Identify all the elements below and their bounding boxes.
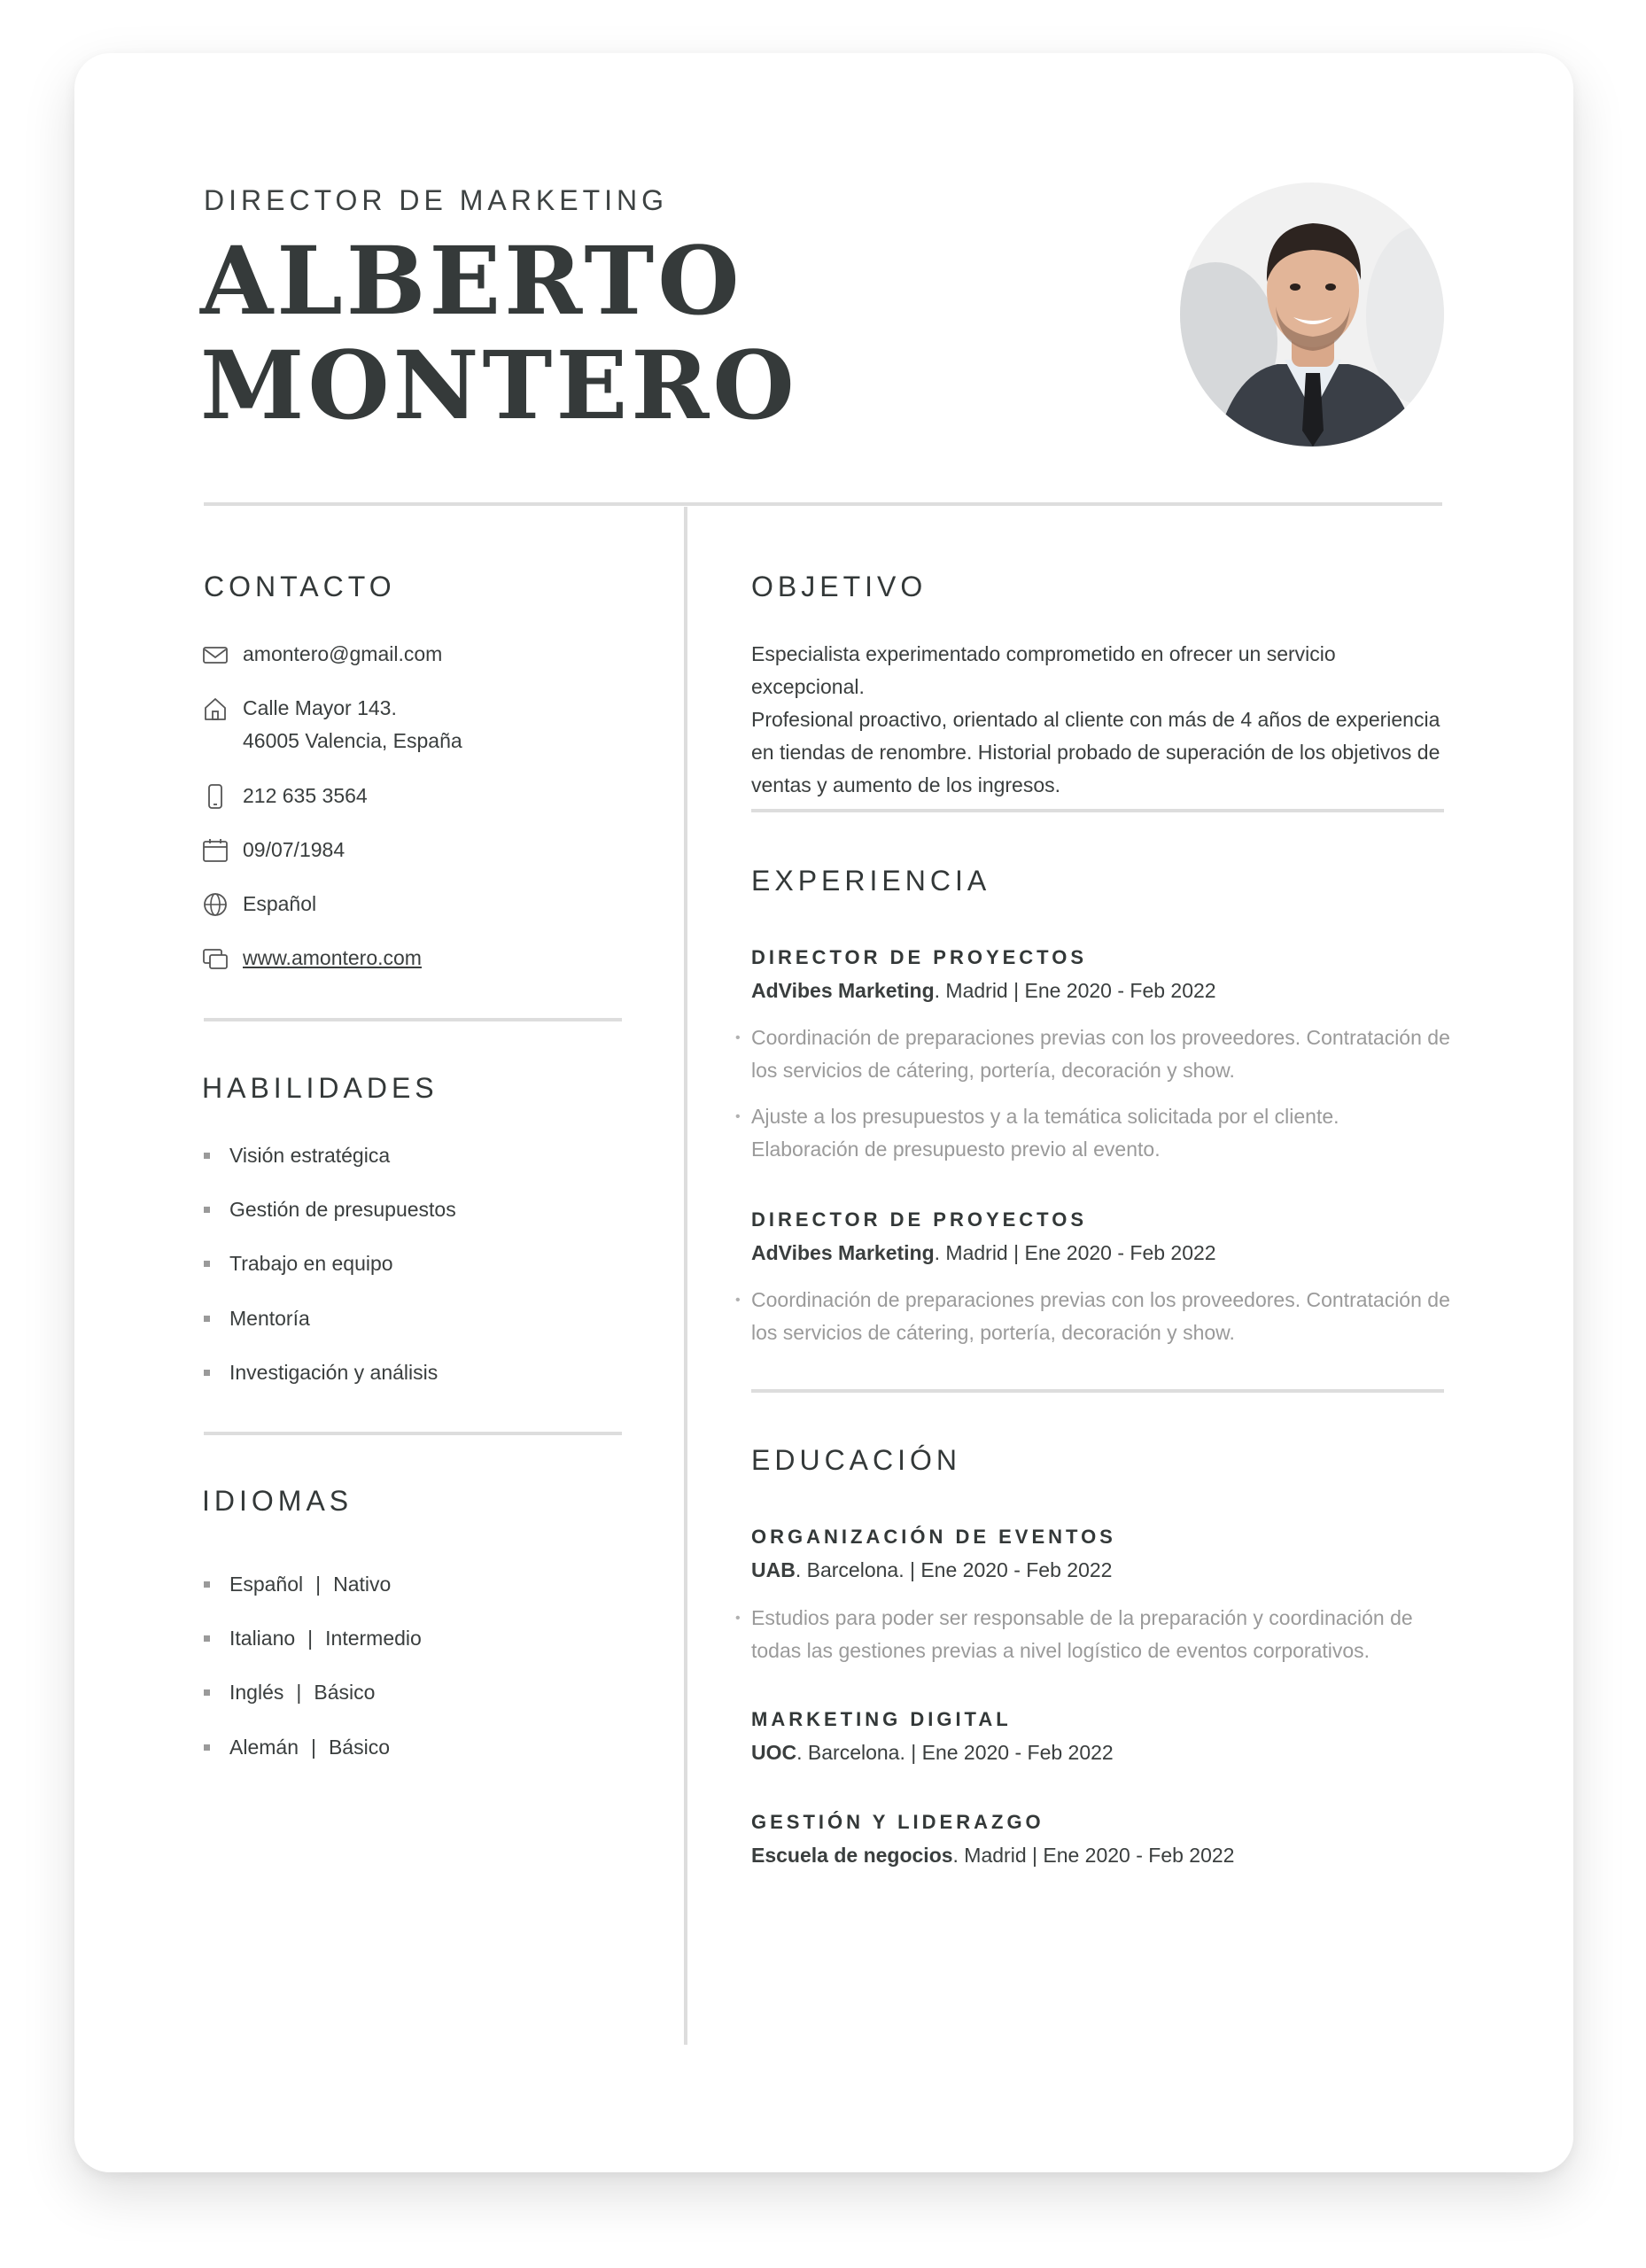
education-meta — [751, 1741, 1114, 1765]
education-school: UOC — [751, 1741, 797, 1764]
skill-label: Gestión de presupuestos — [229, 1198, 456, 1222]
separator: | — [307, 1627, 314, 1651]
birthdate-value: 09/07/1984 — [243, 838, 346, 861]
job-role: DIRECTOR DE MARKETING — [204, 184, 668, 216]
skill-label: Trabajo en equipo — [229, 1252, 393, 1276]
education-title-item: ORGANIZACIÓN DE EVENTOS — [751, 1526, 1116, 1548]
skills-list — [202, 1129, 456, 1400]
language-level: Básico — [328, 1735, 391, 1759]
language-item — [202, 1612, 422, 1666]
skills-divider — [204, 1432, 622, 1435]
job-bullet-line: los servicios de cátering, portería, decoración y show. — [751, 1321, 1235, 1344]
education-title-item: MARKETING DIGITAL — [751, 1708, 1012, 1730]
job-location-dates: . Madrid | Ene 2020 - Feb 2022 — [934, 979, 1216, 1002]
contact-phone — [202, 780, 368, 812]
objective-line: ventas y aumento de los ingresos. — [751, 773, 1061, 796]
job-company: AdVibes Marketing — [751, 979, 935, 1002]
first-name: ALBERTO — [200, 225, 743, 336]
last-name: MONTERO — [200, 330, 798, 440]
objective-line: Especialista experimentado comprometido en ofrecer un servicio excepcional. — [751, 642, 1336, 698]
bullet-square — [204, 1744, 210, 1751]
browser-icon — [202, 942, 230, 975]
bullet-square — [204, 1153, 210, 1159]
calendar-icon — [202, 834, 230, 866]
education-bullet — [735, 1602, 1462, 1667]
job-bullet — [735, 1100, 1462, 1166]
skill-item — [202, 1292, 456, 1346]
home-icon — [202, 692, 230, 725]
bullet-dot: • — [735, 1293, 741, 1308]
language-name: Italiano — [229, 1627, 296, 1651]
experience-divider — [751, 1389, 1444, 1393]
contact-email — [202, 638, 442, 671]
education-location-dates: . Barcelona. | Ene 2020 - Feb 2022 — [796, 1741, 1114, 1764]
skill-label: Investigación y análisis — [229, 1360, 439, 1384]
globe-icon — [202, 888, 230, 920]
skill-label: Mentoría — [229, 1306, 310, 1330]
language-name: Español — [229, 1573, 304, 1596]
job-title: DIRECTOR DE PROYECTOS — [751, 946, 1088, 968]
bullet-square — [204, 1689, 210, 1696]
bullet-square — [204, 1316, 210, 1322]
education-location-dates: . Barcelona. | Ene 2020 - Feb 2022 — [795, 1558, 1113, 1581]
language-level: Intermedio — [325, 1627, 422, 1651]
phone-value: 212 635 3564 — [243, 784, 368, 807]
address-line-1: Calle Mayor 143. — [243, 696, 397, 719]
address-value — [243, 692, 462, 757]
job-bullet — [735, 1021, 1462, 1087]
languages-title: IDIOMAS — [202, 1485, 353, 1517]
job-bullet-line: Elaboración de presupuesto previo al evento. — [751, 1138, 1161, 1161]
language-name: Alemán — [229, 1735, 299, 1759]
job-location-dates: . Madrid | Ene 2020 - Feb 2022 — [934, 1241, 1216, 1264]
objective-divider — [751, 809, 1444, 812]
column-divider — [684, 507, 687, 2045]
objective-text — [751, 638, 1451, 802]
languages-list — [202, 1557, 422, 1775]
education-meta — [751, 1558, 1112, 1582]
separator: | — [315, 1573, 322, 1596]
job-meta — [751, 1241, 1216, 1265]
language-value: Español — [243, 892, 317, 915]
education-bullet-line: todas las gestiones previas a nivel logístico de eventos corporativos. — [751, 1639, 1370, 1662]
objective-line: en tiendas de renombre. Historial probado de superación de los objetivos de — [751, 741, 1440, 764]
job-company: AdVibes Marketing — [751, 1241, 935, 1264]
education-title: EDUCACIÓN — [751, 1444, 962, 1476]
job-title: DIRECTOR DE PROYECTOS — [751, 1208, 1088, 1231]
contact-language — [202, 888, 316, 920]
contact-birthdate — [202, 834, 345, 866]
education-meta — [751, 1844, 1234, 1868]
bullet-square — [204, 1261, 210, 1267]
header-divider — [204, 502, 1442, 506]
job-bullet-line: los servicios de cátering, portería, decoración y show. — [751, 1059, 1235, 1082]
phone-icon — [202, 780, 230, 812]
bullet-square — [204, 1370, 210, 1376]
language-item — [202, 1557, 422, 1612]
contact-address — [202, 692, 462, 757]
bullet-dot: • — [735, 1030, 741, 1045]
separator: | — [296, 1681, 302, 1705]
language-item — [202, 1720, 422, 1775]
job-bullet-line: Coordinación de preparaciones previas con los proveedores. Contratación de — [751, 1026, 1450, 1049]
language-item — [202, 1666, 422, 1720]
separator: | — [310, 1735, 316, 1759]
profile-photo-illustration — [1180, 183, 1444, 447]
language-level: Básico — [314, 1681, 376, 1705]
skill-item — [202, 1346, 456, 1400]
website-link[interactable]: www.amontero.com — [243, 946, 422, 969]
contact-divider — [204, 1018, 622, 1021]
education-title-item: GESTIÓN Y LIDERAZGO — [751, 1811, 1044, 1833]
bullet-square — [204, 1207, 210, 1213]
objective-title: OBJETIVO — [751, 571, 928, 602]
job-bullet-line: Ajuste a los presupuestos y a la temática solicitada por el cliente. — [751, 1105, 1339, 1128]
address-line-2: 46005 Valencia, España — [243, 729, 462, 752]
bullet-dot: • — [735, 1109, 741, 1124]
job-bullet-line: Coordinación de preparaciones previas con los proveedores. Contratación de — [751, 1288, 1450, 1311]
skill-item — [202, 1183, 456, 1237]
bullet-dot: • — [735, 1611, 741, 1626]
education-location-dates: . Madrid | Ene 2020 - Feb 2022 — [952, 1844, 1235, 1867]
language-name: Inglés — [229, 1681, 284, 1705]
experience-title: EXPERIENCIA — [751, 865, 991, 897]
skill-item — [202, 1129, 456, 1183]
contact-website — [202, 942, 422, 975]
contact-title: CONTACTO — [204, 571, 396, 602]
objective-line: Profesional proactivo, orientado al cliente con más de 4 años de experiencia — [751, 708, 1440, 731]
education-bullet-line: Estudios para poder ser responsable de la preparación y coordinación de — [751, 1606, 1413, 1629]
education-school: Escuela de negocios — [751, 1844, 953, 1867]
job-bullet — [735, 1284, 1462, 1349]
mail-icon — [202, 638, 230, 671]
bullet-square — [204, 1581, 210, 1588]
skill-label: Visión estratégica — [229, 1144, 391, 1168]
skill-item — [202, 1237, 456, 1291]
language-level: Nativo — [333, 1573, 392, 1596]
full-name — [200, 225, 798, 440]
bullet-square — [204, 1635, 210, 1642]
job-meta — [751, 979, 1216, 1003]
skills-title: HABILIDADES — [202, 1072, 439, 1104]
education-school: UAB — [751, 1558, 796, 1581]
profile-photo — [1180, 183, 1444, 447]
email-value[interactable]: amontero@gmail.com — [243, 642, 443, 665]
